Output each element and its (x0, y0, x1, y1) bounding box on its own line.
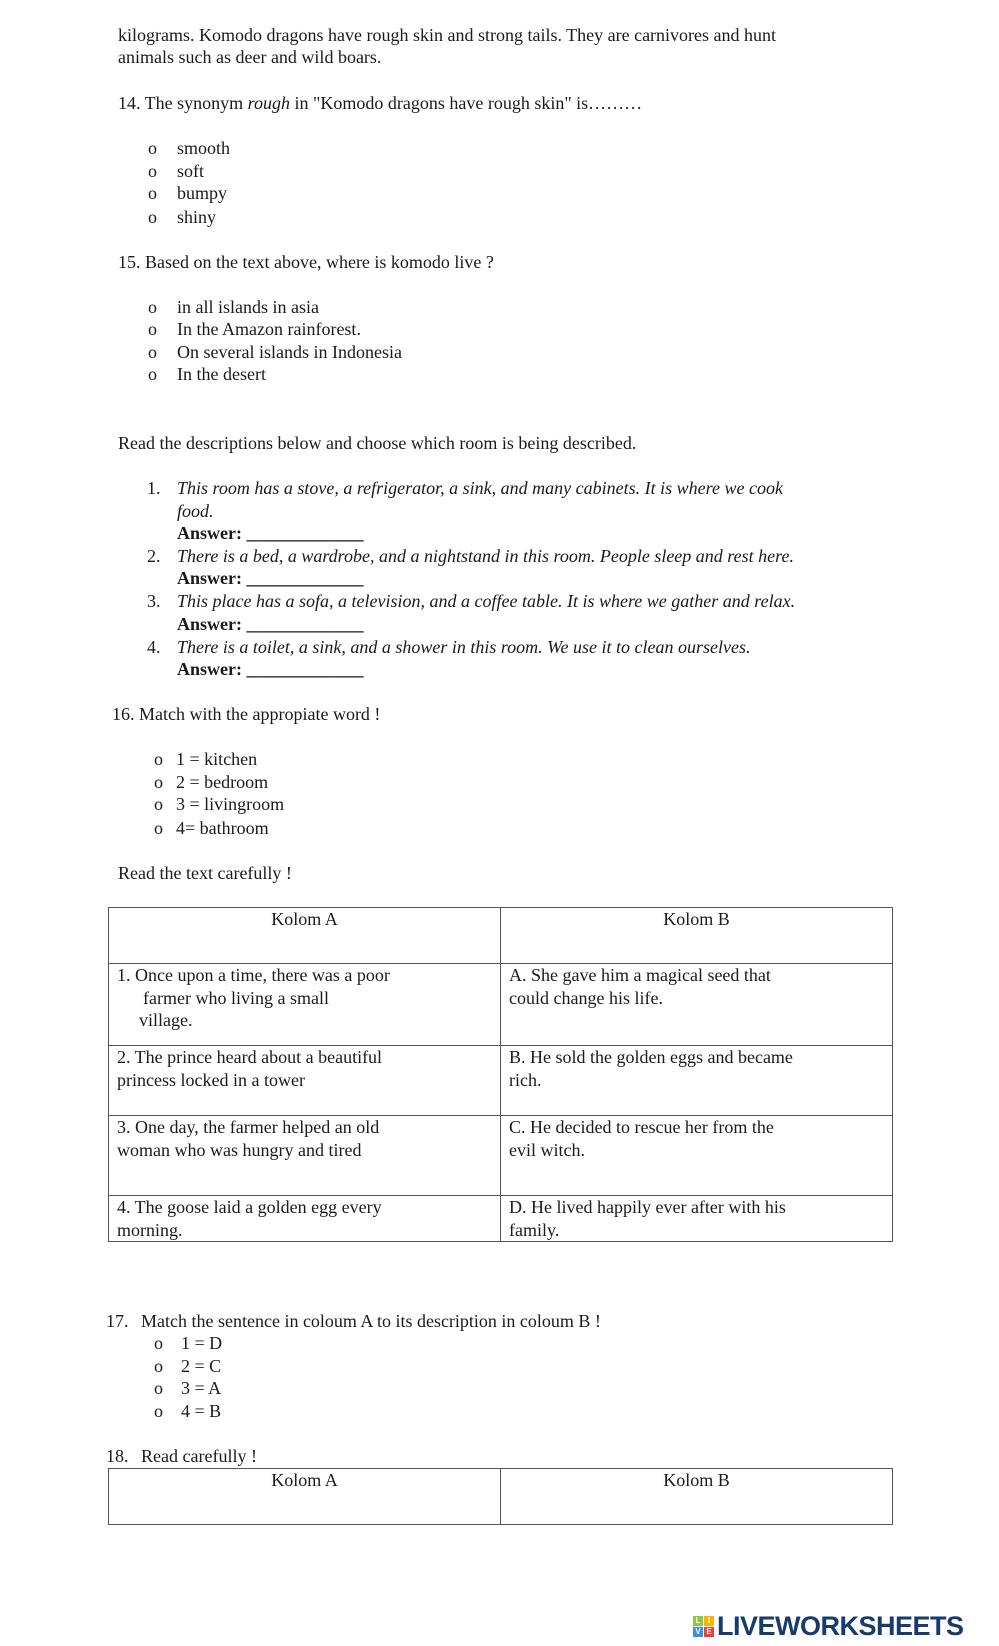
q15-option-bullet[interactable]: o (148, 319, 157, 339)
question-17: Match the sentence in coloum A to its description in coloum B ! (141, 1311, 601, 1331)
q14-option[interactable]: shiny (177, 207, 217, 227)
answer-field[interactable]: Answer: _____________ (177, 523, 364, 543)
room-item-number: 2. (147, 546, 161, 566)
q16-option-bullet[interactable]: o (154, 794, 163, 814)
answer-field[interactable]: Answer: _____________ (177, 614, 364, 634)
table-row (109, 964, 893, 1046)
passage-line: animals such as deer and wild boars. (118, 47, 382, 67)
logo-text: LIVEWORKSHEETS (717, 1611, 964, 1641)
table-row (109, 1046, 893, 1116)
question-15: 15. Based on the text above, where is komodo live ? (118, 252, 494, 272)
cell-line: 3. One day, the farmer helped an old (117, 1117, 380, 1137)
q14-option-bullet[interactable]: o (148, 161, 157, 181)
cell-line: 4. The goose laid a golden egg every (117, 1197, 382, 1217)
q16-option-bullet[interactable]: o (154, 772, 163, 792)
room-description: There is a bed, a wardrobe, and a nightstand in this room. People sleep and rest here. (177, 546, 794, 566)
passage-line: kilograms. Komodo dragons have rough skin and strong tails. They are carnivores and hunt (118, 25, 777, 45)
cell-line: princess locked in a tower (117, 1069, 305, 1090)
cell-a (109, 964, 501, 1046)
liveworksheets-logo (693, 1611, 964, 1642)
q18-number: 18. (106, 1446, 129, 1466)
q15-option-bullet[interactable]: o (148, 297, 157, 317)
q17-option[interactable]: 4 = B (181, 1401, 222, 1421)
cell-line: village. (139, 1010, 193, 1030)
cell-a (109, 1116, 501, 1196)
read-text-instruction: Read the text carefully ! (118, 863, 292, 883)
room-item-number: 4. (147, 637, 161, 657)
q17-option[interactable]: 2 = C (181, 1356, 222, 1376)
q15-option-bullet[interactable]: o (148, 364, 157, 384)
room-description: There is a toilet, a sink, and a shower in this room. We use it to clean ourselves. (177, 637, 751, 657)
cell-b (501, 1196, 893, 1242)
cell-b (501, 964, 893, 1046)
cell-line: D. He lived happily ever after with his (509, 1197, 786, 1217)
cell-line: farmer who living a small (143, 987, 329, 1008)
room-description: This place has a sofa, a television, and a coffee table. It is where we gather and relax. (177, 591, 796, 611)
q15-option[interactable]: On several islands in Indonesia (177, 342, 402, 362)
q15-option-bullet[interactable]: o (148, 342, 157, 362)
matching-table (108, 907, 893, 1242)
cell-line: B. He sold the golden eggs and became (509, 1047, 793, 1067)
q15-option[interactable]: In the Amazon rainforest. (177, 319, 361, 339)
room-description: food. (177, 501, 214, 521)
q14-option-bullet[interactable]: o (148, 183, 157, 203)
q14-option[interactable]: smooth (177, 138, 231, 158)
q16-option-bullet[interactable]: o (154, 818, 163, 838)
q17-option-bullet[interactable]: o (154, 1333, 163, 1353)
logo-square: L (693, 1616, 703, 1626)
logo-square: V (693, 1627, 703, 1637)
table-header-a: Kolom A (109, 1469, 501, 1525)
room-description: This room has a stove, a refrigerator, a sink, and many cabinets. It is where we cook (177, 478, 783, 498)
q18-table (108, 1468, 893, 1525)
cell-line: 1. Once upon a time, there was a poor (117, 965, 390, 985)
q17-option[interactable]: 3 = A (181, 1378, 222, 1398)
cell-line: woman who was hungry and tired (117, 1139, 362, 1160)
cell-line: rich. (509, 1069, 542, 1090)
cell-a (109, 1046, 501, 1116)
cell-a (109, 1196, 501, 1242)
q15-option[interactable]: In the desert (177, 364, 266, 384)
q15-option[interactable]: in all islands in asia (177, 297, 319, 317)
q14-suffix: in "Komodo dragons have rough skin" is……… (290, 93, 643, 113)
q17-option-bullet[interactable]: o (154, 1378, 163, 1398)
logo-square: I (704, 1616, 714, 1626)
cell-b (501, 1046, 893, 1116)
table-row (109, 1116, 893, 1196)
question-16: 16. Match with the appropiate word ! (112, 704, 381, 724)
q14-option[interactable]: soft (177, 161, 204, 181)
q14-word: rough (247, 93, 291, 113)
table-header-b: Kolom B (501, 908, 893, 964)
cell-line: 2. The prince heard about a beautiful (117, 1047, 383, 1067)
room-item-number: 1. (147, 478, 161, 498)
q14-prefix: 14. The synonym (118, 93, 248, 113)
table-header-b: Kolom B (501, 1469, 893, 1525)
logo-squares-icon (693, 1616, 714, 1637)
cell-b (501, 1116, 893, 1196)
cell-line: morning. (117, 1219, 183, 1240)
cell-line: C. He decided to rescue her from the (509, 1117, 774, 1137)
answer-field[interactable]: Answer: _____________ (177, 568, 364, 588)
question-14 (118, 92, 642, 114)
q14-option-bullet[interactable]: o (148, 207, 157, 227)
q17-option-bullet[interactable]: o (154, 1401, 163, 1421)
q16-option[interactable]: 4= bathroom (176, 818, 269, 838)
cell-line: A. She gave him a magical seed that (509, 965, 771, 985)
q14-option[interactable]: bumpy (177, 183, 228, 203)
q17-number: 17. (106, 1311, 129, 1331)
rooms-instruction: Read the descriptions below and choose which room is being described. (118, 433, 637, 453)
table-row (109, 1196, 893, 1242)
q17-option[interactable]: 1 = D (181, 1333, 223, 1353)
q17-option-bullet[interactable]: o (154, 1356, 163, 1376)
question-18: Read carefully ! (141, 1446, 257, 1466)
logo-square: E (704, 1627, 714, 1637)
room-item-number: 3. (147, 591, 161, 611)
cell-line: could change his life. (509, 987, 663, 1008)
q14-option-bullet[interactable]: o (148, 138, 157, 158)
q16-option[interactable]: 1 = kitchen (176, 749, 258, 769)
q16-option-bullet[interactable]: o (154, 749, 163, 769)
q16-option[interactable]: 3 = livingroom (176, 794, 285, 814)
cell-line: evil witch. (509, 1139, 585, 1160)
answer-field[interactable]: Answer: _____________ (177, 659, 364, 679)
q16-option[interactable]: 2 = bedroom (176, 772, 269, 792)
table-header-a: Kolom A (109, 908, 501, 964)
cell-line: family. (509, 1219, 560, 1240)
